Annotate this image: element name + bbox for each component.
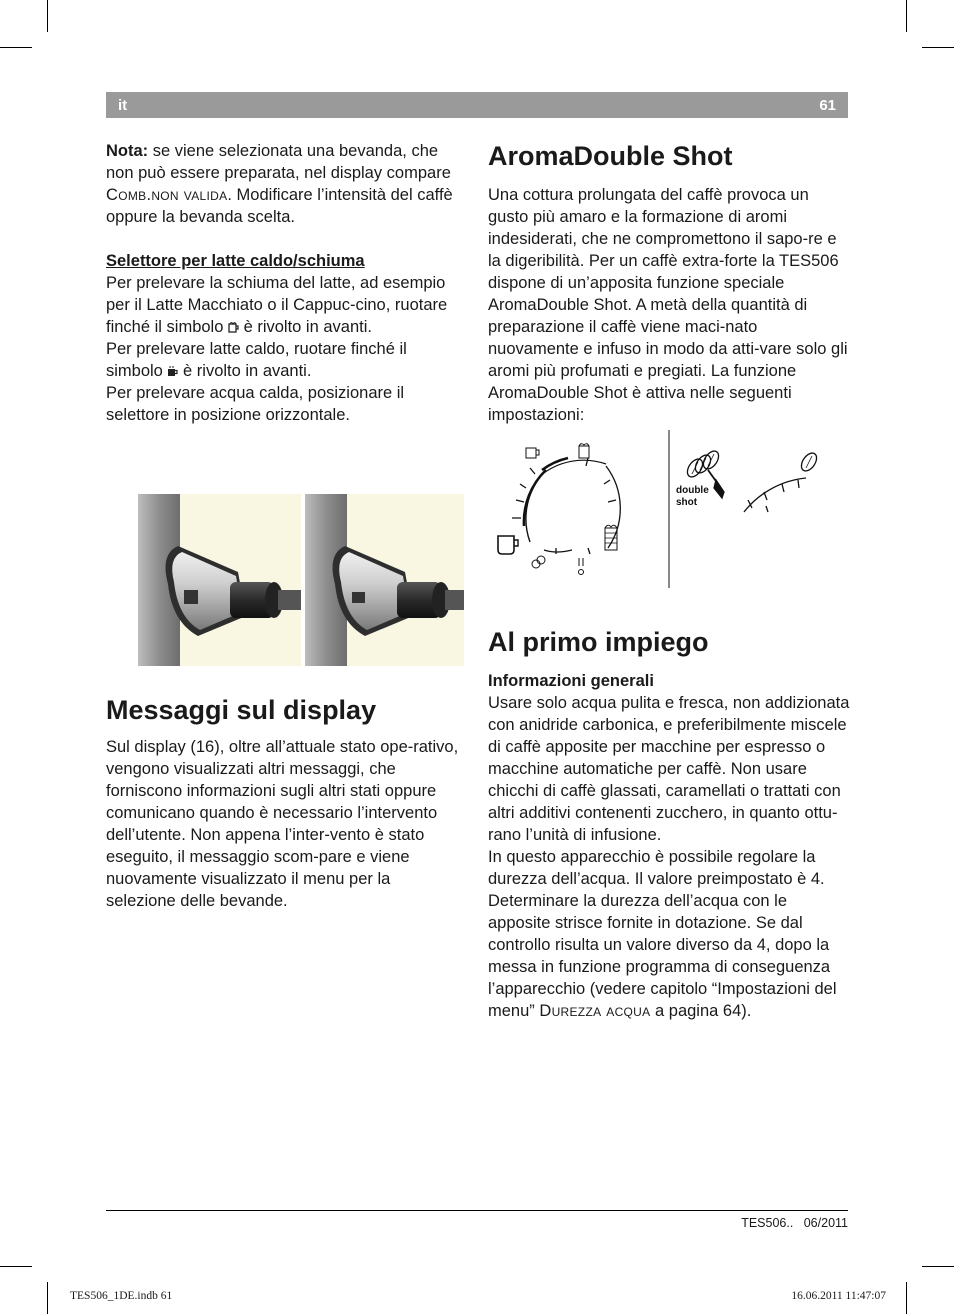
double-shot-label: double — [676, 485, 709, 496]
footer-info — [741, 1216, 848, 1230]
page-header — [106, 92, 848, 118]
selector-heading: Selettore per latte caldo/schiuma — [106, 252, 365, 270]
crop-mark — [0, 47, 32, 48]
aroma-paragraph: Una cottura prolungata del caffè provoca un gusto più amaro e la formazione di aromi indesiderati, che ne compromettono il sapo-re e la digeribilità. Per un caffè extra-forte la TES506 dispone di un’apposita funzione speciale AromaDouble Shot. A metà della quantità di preparazione il caffè viene maci-nato nuovamente e infuso in modo da atti-vare solo gli aromi più profumati e pregiati. La funzione AromaDouble Shot è attiva nelle seguenti impostazioni: — [488, 186, 848, 424]
selector-froth-paragraph: Per prelevare la schiuma del latte, ad esempio per il Latte Macchiato o il Cappuc-cino, ruotare finché il simbolo è rivolto in avanti. — [106, 274, 448, 336]
primo-heading: Al primo impiego — [488, 627, 709, 657]
right-column — [488, 140, 850, 426]
display-section — [106, 694, 462, 912]
crop-mark — [922, 47, 954, 48]
milk-froth-icon — [228, 321, 239, 333]
crop-mark — [906, 1282, 907, 1314]
primo-section — [488, 626, 850, 1022]
footer-rule — [106, 1210, 848, 1211]
nota-label: Nota: — [106, 142, 149, 160]
display-heading: Messaggi sul display — [106, 695, 377, 725]
crop-mark — [47, 0, 48, 32]
left-column — [106, 140, 462, 426]
display-message-comb: Comb.non valida — [106, 186, 228, 204]
crop-mark — [906, 0, 907, 32]
hot-milk-icon — [167, 365, 178, 377]
page-number: 61 — [819, 96, 836, 114]
aroma-settings-diagram — [486, 430, 850, 588]
model-code: TES506.. — [741, 1216, 794, 1230]
strength-dial — [684, 448, 819, 512]
selector-water-paragraph: Per prelevare acqua calda, posizionare il selettore in posizione orizzontale. — [106, 384, 405, 424]
selector-photo — [138, 494, 464, 666]
info-heading: Informazioni generali — [488, 672, 654, 690]
menu-reference-durezza: Durezza acqua — [539, 1002, 651, 1020]
nota-paragraph: Nota: se viene selezionata una bevanda, che non può essere preparata, nel display compare Comb.non valida. Modificare l’intensità del caffè oppure la bevanda scelta. — [106, 142, 453, 226]
info-paragraph-2: In questo apparecchio è possibile regolare la durezza dell’acqua. Il valore preimpostato è 4. Determinare la durezza dell’acqua con le apposite strisce fornite in dotazione. Se dal controllo risulta un valore diverso da 4, dopo la messa in funzione programma di conseguenza l’apparecchio (vedere capitolo “Impostazioni del menu” Durezza acqua a pagina 64). — [488, 848, 837, 1020]
aroma-heading: AromaDouble Shot — [488, 141, 733, 171]
selector-milk-paragraph: Per prelevare latte caldo, ruotare finché il simbolo è rivolto in avanti. — [106, 340, 407, 380]
print-slug-file: TES506_1DE.indb 61 — [70, 1290, 173, 1302]
double-shot-label-line2: shot — [676, 497, 698, 508]
beverage-dial — [498, 444, 620, 575]
language-tag: it — [118, 96, 128, 114]
display-paragraph: Sul display (16), oltre all’attuale stato ope-rativo, vengono visualizzati altri messaggi, che forniscono informazioni sugli altri stati oppure comunicano quando è necessario l’intervento dell’utente. Non appena l’inter-vento è stato eseguito, il messaggio scom-pare e viene nuovamente visualizzato il menu per la selezione delle bevande. — [106, 738, 459, 910]
print-slug-timestamp: 16.06.2011 11:47:07 — [791, 1290, 886, 1302]
edition-date: 06/2011 — [803, 1216, 848, 1230]
info-paragraph-1: Usare solo acqua pulita e fresca, non addizionata con anidride carbonica, e preferibilmente miscele di caffè apposite per macchine per espresso o macchine automatiche per caffè. Non usare chicchi di caffè glassati, caramellati o trattati con altri additivi contenenti zucchero, in quanto ottu-rano l’unità di infusione. — [488, 694, 850, 844]
crop-mark — [922, 1266, 954, 1267]
crop-mark — [47, 1282, 48, 1314]
crop-mark — [0, 1266, 32, 1267]
